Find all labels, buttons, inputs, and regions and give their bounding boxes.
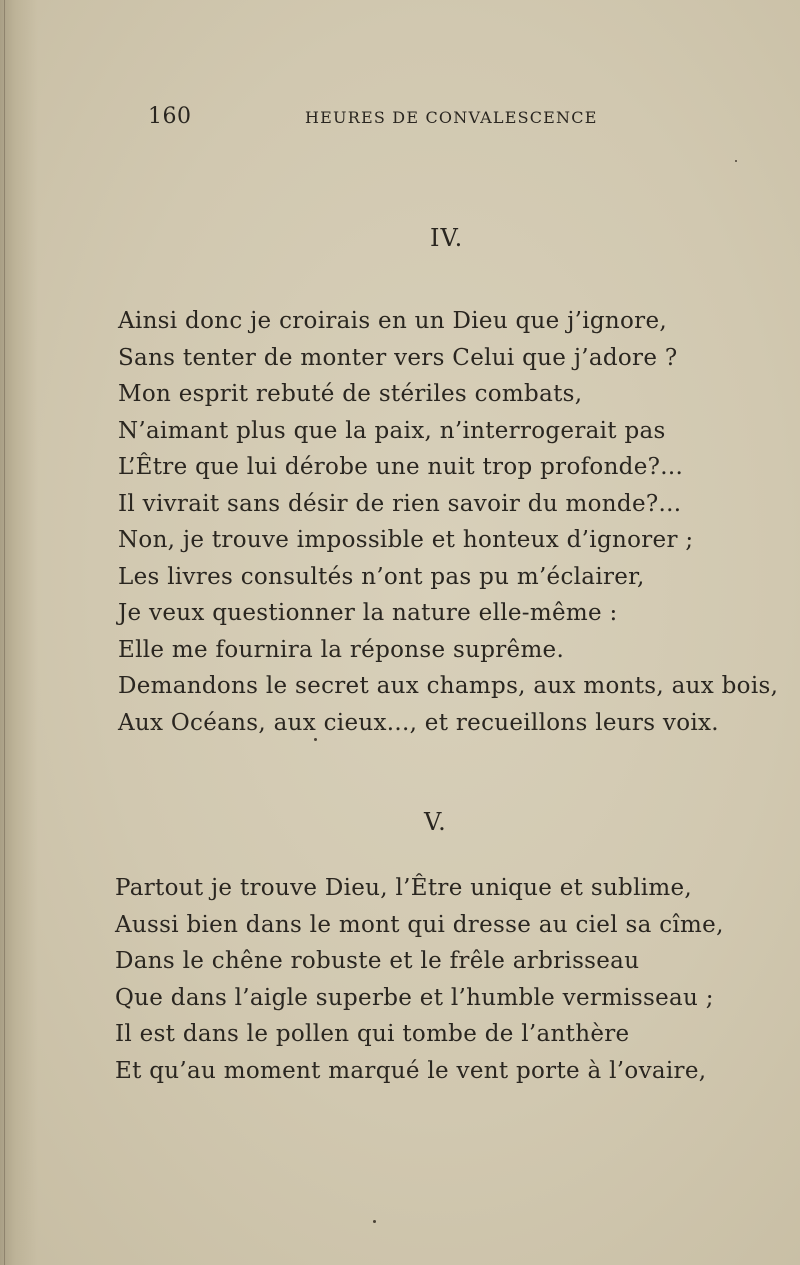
verse-line: Mon esprit rebuté de stériles combats, — [118, 381, 583, 407]
page-fold-line — [4, 0, 5, 1265]
poem-stanza-iv — [118, 303, 778, 741]
verse-line: Partout je trouve Dieu, l’Être unique et sublime, — [115, 875, 693, 901]
page-binding-shadow — [0, 0, 38, 1265]
verse-line: Demandons le secret aux champs, aux monts, aux bois, — [118, 673, 779, 699]
verse-line: Que dans l’aigle superbe et l’humble vermisseau ; — [115, 984, 714, 1011]
verse-line: Ainsi donc je croirais en un Dieu que j’ignore, — [118, 308, 667, 334]
verse-line: Sans tenter de monter vers Celui que j’adore ? — [118, 344, 678, 371]
verse-line: Il est dans le pollen qui tombe de l’anthère — [115, 1021, 630, 1047]
verse-line: N’aimant plus que la paix, n’interrogerait pas — [118, 417, 666, 444]
verse-line: Aussi bien dans le mont qui dresse au ciel sa cîme, — [115, 911, 724, 938]
section-heading-v: V. — [424, 808, 447, 836]
verse-line: Il vivrait sans désir de rien savoir du monde?... — [118, 490, 682, 517]
verse-line: L’Être que lui dérobe une nuit trop profonde?... — [118, 454, 684, 480]
section-heading-iv: IV. — [430, 224, 464, 252]
verse-line: Aux Océans, aux cieux..., et recueillons leurs voix. — [118, 709, 719, 736]
poem-stanza-v — [115, 870, 724, 1089]
running-title: HEURES DE CONVALESCENCE — [305, 108, 598, 127]
verse-line: Elle me fournira la réponse suprême. — [118, 636, 565, 663]
ink-speck — [735, 160, 737, 162]
verse-line: Dans le chêne robuste et le frêle arbrisseau — [115, 948, 640, 974]
ink-speck — [314, 738, 317, 741]
page-number: 160 — [148, 104, 192, 129]
verse-line: Et qu’au moment marqué le vent porte à l’ovaire, — [115, 1057, 707, 1084]
ink-speck — [373, 1220, 376, 1223]
running-head — [0, 104, 800, 140]
verse-line: Je veux questionner la nature elle-même : — [118, 600, 618, 626]
verse-line: Non, je trouve impossible et honteux d’ignorer ; — [118, 527, 694, 553]
verse-line: Les livres consultés n’ont pas pu m’éclairer, — [118, 563, 645, 590]
